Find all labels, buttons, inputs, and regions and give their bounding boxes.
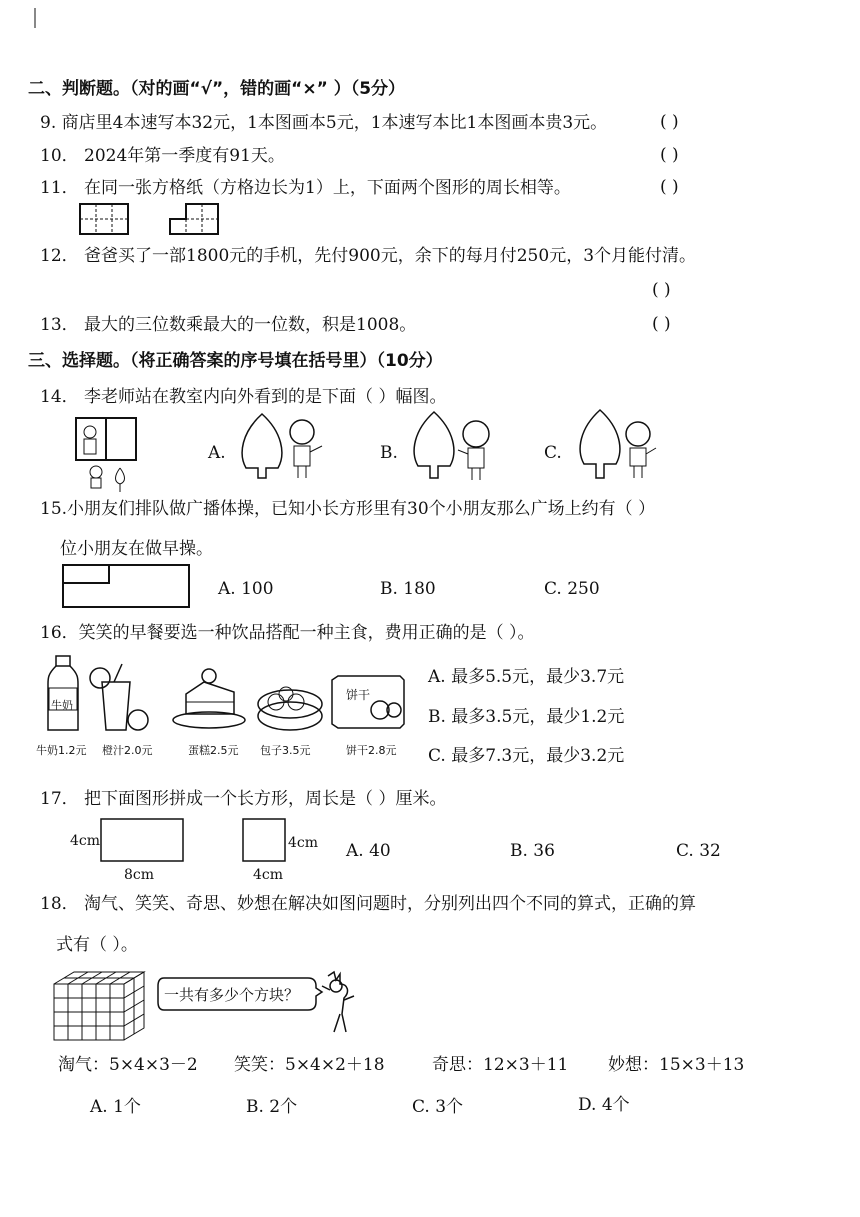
scan-mark [34, 8, 36, 28]
caption-steamed-buns: 包子3.5元 [260, 744, 311, 757]
q16-option-b[interactable]: B. 最多3.5元，最少1.2元 [428, 707, 625, 727]
question-16: 16．笑笑的早餐要选一种饮品搭配一种主食，费用正确的是（ ）。 [40, 623, 535, 643]
section3-title: 三、选择题。（将正确答案的序号填在括号里）（10分） [28, 351, 443, 371]
q18-bird-character [318, 970, 358, 1038]
steamed-buns-icon [258, 687, 322, 730]
caption-milk: 牛奶1.2元 [36, 744, 87, 757]
q16-option-a[interactable]: A. 最多5.5元，最少3.7元 [428, 667, 625, 687]
q17-option-c[interactable]: C. 32 [676, 841, 721, 861]
q18-formula-miaoxiang: 妙想：15×3＋13 [608, 1055, 745, 1075]
milk-label: 牛奶 [51, 699, 73, 712]
answer-blank-10[interactable]: ( ) [660, 145, 679, 165]
caption-biscuit: 饼干2.8元 [346, 744, 397, 757]
answer-blank-12[interactable]: ( ) [652, 280, 671, 300]
caption-orange-juice: 橙汁2.0元 [102, 744, 153, 757]
answer-blank-13[interactable]: ( ) [652, 314, 671, 334]
q17-square-height-label: 4cm [288, 835, 319, 851]
caption-cake: 蛋糕2.5元 [188, 744, 239, 757]
q18-option-b[interactable]: B. 2个 [246, 1097, 298, 1117]
q17-rectangle [100, 818, 184, 864]
q14-classroom-window-image [74, 416, 144, 494]
q14-option-c[interactable]: C. [544, 443, 562, 463]
q18-option-c[interactable]: C. 3个 [412, 1097, 464, 1117]
q18-formula-xiaoxiao: 笑笑：5×4×2＋18 [234, 1055, 385, 1075]
q17-rect-width-label: 8cm [124, 867, 155, 883]
question-18-line2: 式有（ ）。 [56, 935, 138, 955]
question-15-line1: 15.小朋友们排队做广播体操，已知小长方形里有30个小朋友那么广场上约有（ ） [40, 499, 656, 519]
q17-rect-height-label: 4cm [70, 833, 101, 849]
q14-option-b[interactable]: B. [380, 443, 398, 463]
cake-icon [173, 669, 245, 728]
question-17: 17． 把下面图形拼成一个长方形，周长是（ ）厘米。 [40, 789, 447, 809]
q15-option-a[interactable]: A. 100 [218, 579, 274, 599]
q14-option-c-image [570, 408, 670, 482]
answer-blank-9[interactable]: ( ) [660, 112, 679, 132]
question-15-line2: 位小朋友在做早操。 [60, 539, 213, 559]
orange-juice-icon [90, 664, 148, 730]
q17-square [242, 818, 286, 864]
q14-option-b-image [404, 410, 504, 482]
q18-bubble-text: 一共有多少个方块？ [164, 986, 300, 1004]
q15-option-b[interactable]: B. 180 [380, 579, 436, 599]
q15-option-c[interactable]: C. 250 [544, 579, 600, 599]
milk-bottle-icon [48, 656, 78, 730]
q14-option-a[interactable]: A. [208, 443, 226, 463]
q18-cube-stack [52, 970, 148, 1046]
question-18-line1: 18． 淘气、笑笑、奇思、妙想在解决如图问题时，分别列出四个不同的算式，正确的算 [40, 894, 697, 914]
answer-blank-11[interactable]: ( ) [660, 177, 679, 197]
q18-option-d[interactable]: D. 4个 [578, 1095, 630, 1115]
q17-option-b[interactable]: B. 36 [510, 841, 555, 861]
question-10: 10． 2024年第一季度有91天。 [40, 146, 285, 166]
q17-square-width-label: 4cm [253, 867, 284, 883]
q17-option-a[interactable]: A. 40 [346, 841, 391, 861]
q14-option-a-image [232, 412, 332, 482]
q18-formula-taoqi: 淘气：5×4×3－2 [58, 1055, 198, 1075]
q15-square-figure [62, 564, 192, 610]
question-11: 11． 在同一张方格纸（方格边长为1）上，下面两个图形的周长相等。 [40, 178, 571, 198]
question-9: 9. 商店里4本速写本32元，1本图画本5元，1本速写本比1本图画本贵3元。 [40, 113, 608, 133]
q11-figures [78, 202, 228, 238]
q18-formula-qisi: 奇思：12×3＋11 [432, 1055, 569, 1075]
q16-option-c[interactable]: C. 最多7.3元，最少3.2元 [428, 746, 625, 766]
question-14: 14． 李老师站在教室内向外看到的是下面（ ）幅图。 [40, 387, 447, 407]
biscuit-label: 饼干 [346, 688, 371, 702]
q18-option-a[interactable]: A. 1个 [90, 1097, 141, 1117]
section2-title: 二、判断题。（对的画“√”，错的画“×” ）（5分） [28, 79, 406, 99]
question-13: 13． 最大的三位数乘最大的一位数，积是1008。 [40, 315, 417, 335]
question-12: 12． 爸爸买了一部1800元的手机，先付900元，余下的每月付250元，3个月能付清。 [40, 246, 697, 266]
